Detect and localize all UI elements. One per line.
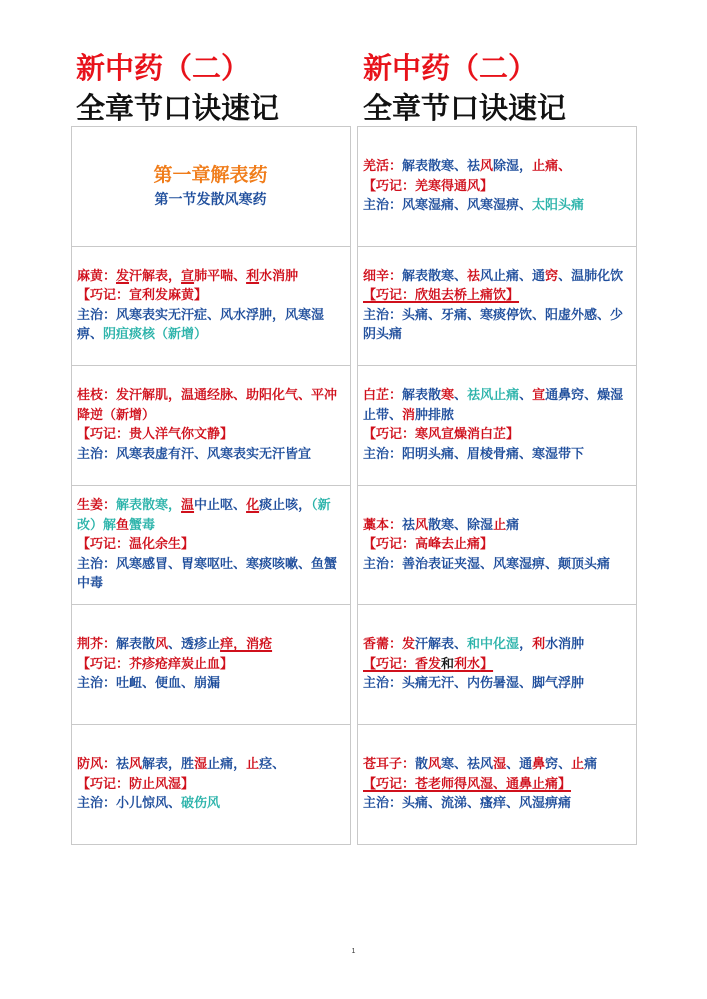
effects-line: 防风：祛风解表，胜湿止痛，止痉、 (77, 757, 286, 772)
herb-card-cangerzi (358, 725, 636, 845)
effects-line: 荆芥：解表散风、透疹止痒，消疮 (77, 637, 273, 652)
page-subtitle-right: 全章节口诀速记 (363, 91, 567, 125)
indications: 主治：阳明头痛、眉棱骨痛、寒湿带下 (363, 446, 585, 462)
herb-name: 防风： (77, 757, 117, 772)
mnemonic: 【巧记：宣利发麻黄】 (77, 288, 208, 304)
herb-card-xixin (358, 247, 636, 367)
herb-card-shengjiang (72, 486, 350, 606)
herb-name: 苍耳子： (363, 757, 416, 772)
indications: 主治：风寒表虚有汗、风寒表实无汗皆宜 (77, 446, 312, 462)
mnemonic: 【巧记：欣姐去桥上痛饮】 (363, 288, 520, 304)
indications: 主治：头痛、流涕、瘙痒、风湿痹痛 (363, 796, 572, 811)
page-title-right: 新中药（二） (363, 51, 538, 85)
herb-name: 白芷： (363, 388, 403, 404)
herb-name: 生姜： (77, 498, 117, 513)
mnemonic: 【巧记：羌寒得通风】 (363, 178, 494, 194)
effects-line: 桂枝：发汗解肌，温通经脉、助阳化气、平冲降逆（新增） (77, 388, 338, 423)
mnemonic: 【巧记：寒风宣燥消白芷】 (363, 427, 520, 443)
herb-card-mahuang (72, 247, 350, 367)
effects-line: 细辛：解表散寒、祛风止痛、通窍、温肺化饮 (363, 268, 624, 284)
mnemonic: 【巧记：苍老师得风湿、通鼻止痛】 (363, 776, 572, 792)
section-title: 第一节发散风寒药 (154, 192, 267, 209)
indications: 主治：风寒湿痛、风寒湿痹、太阳头痛 (363, 198, 585, 213)
indications: 主治：头痛、牙痛、寒痰停饮、阳虚外感、少阴头痛 (363, 307, 624, 343)
herb-name: 桂枝： (77, 388, 117, 404)
mnemonic: 【巧记：芥疹疮痒炭止血】 (77, 656, 234, 672)
herb-card-fangfeng (72, 725, 350, 845)
page-subtitle-left: 全章节口诀速记 (76, 91, 280, 125)
effects-line: 生姜：解表散寒，温中止呕、化痰止咳，（新改）解鱼蟹毒 (77, 498, 331, 533)
chapter-title: 第一章解表药 (153, 164, 268, 187)
herb-name: 藁本： (363, 517, 403, 533)
herb-card-gaoben (358, 486, 636, 606)
herb-card-jingjie (72, 605, 350, 725)
herb-name: 香薷： (363, 637, 403, 652)
herb-name: 羌活： (363, 159, 403, 174)
herb-name: 荆芥： (77, 637, 117, 652)
indications: 主治：善治表证夹湿、风寒湿痹、颠顶头痛 (363, 556, 611, 572)
herb-card-xiangru (358, 605, 636, 725)
indications: 主治：小儿惊风、破伤风 (77, 796, 221, 811)
mnemonic: 【巧记：高峰去止痛】 (363, 537, 494, 552)
right-column-table (357, 126, 637, 845)
header-left (76, 48, 279, 128)
herb-card-baizhi (358, 366, 636, 486)
mnemonic: 【巧记：贵人洋气你文静】 (77, 427, 234, 443)
page-title-left: 新中药（二） (76, 51, 251, 85)
indications: 主治：头痛无汗、内伤暑湿、脚气浮肿 (363, 676, 585, 691)
herb-name: 麻黄： (77, 268, 117, 284)
indications: 主治：风寒感冒、胃寒呕吐、寒痰咳嗽、鱼蟹中毒 (77, 556, 338, 591)
effects-line: 羌活：解表散寒、祛风除湿，止痛、 (363, 159, 572, 174)
mnemonic: 【巧记：温化余生】 (77, 537, 195, 552)
left-column-table (71, 126, 351, 845)
mnemonic: 【巧记：香发和利水】 (363, 656, 494, 672)
effects-line: 苍耳子：散风寒、祛风湿、通鼻窍、止痛 (363, 757, 598, 772)
herb-card-qianghuo (358, 127, 636, 247)
header-right (363, 48, 566, 128)
mnemonic: 【巧记：防止风湿】 (77, 776, 195, 792)
effects-line: 麻黄：发汗解表，宣肺平喘、利水消肿 (77, 268, 299, 284)
herb-name: 细辛： (363, 268, 403, 284)
effects-line: 白芷：解表散寒、祛风止痛、宣通鼻窍、燥湿止带、消肿排脓 (363, 388, 624, 423)
indications: 主治：吐衄、便血、崩漏 (77, 676, 221, 691)
herb-card-guizhi (72, 366, 350, 486)
chapter-heading-cell (72, 127, 350, 247)
indications: 主治：风寒表实无汗症、风水浮肿，风寒湿痹、阴疽痰核（新增） (77, 307, 325, 343)
effects-line: 藁本：祛风散寒、除湿止痛 (363, 517, 520, 533)
page-number: 1 (351, 948, 356, 955)
effects-line: 香薷：发汗解表、和中化湿，利水消肿 (363, 637, 585, 652)
